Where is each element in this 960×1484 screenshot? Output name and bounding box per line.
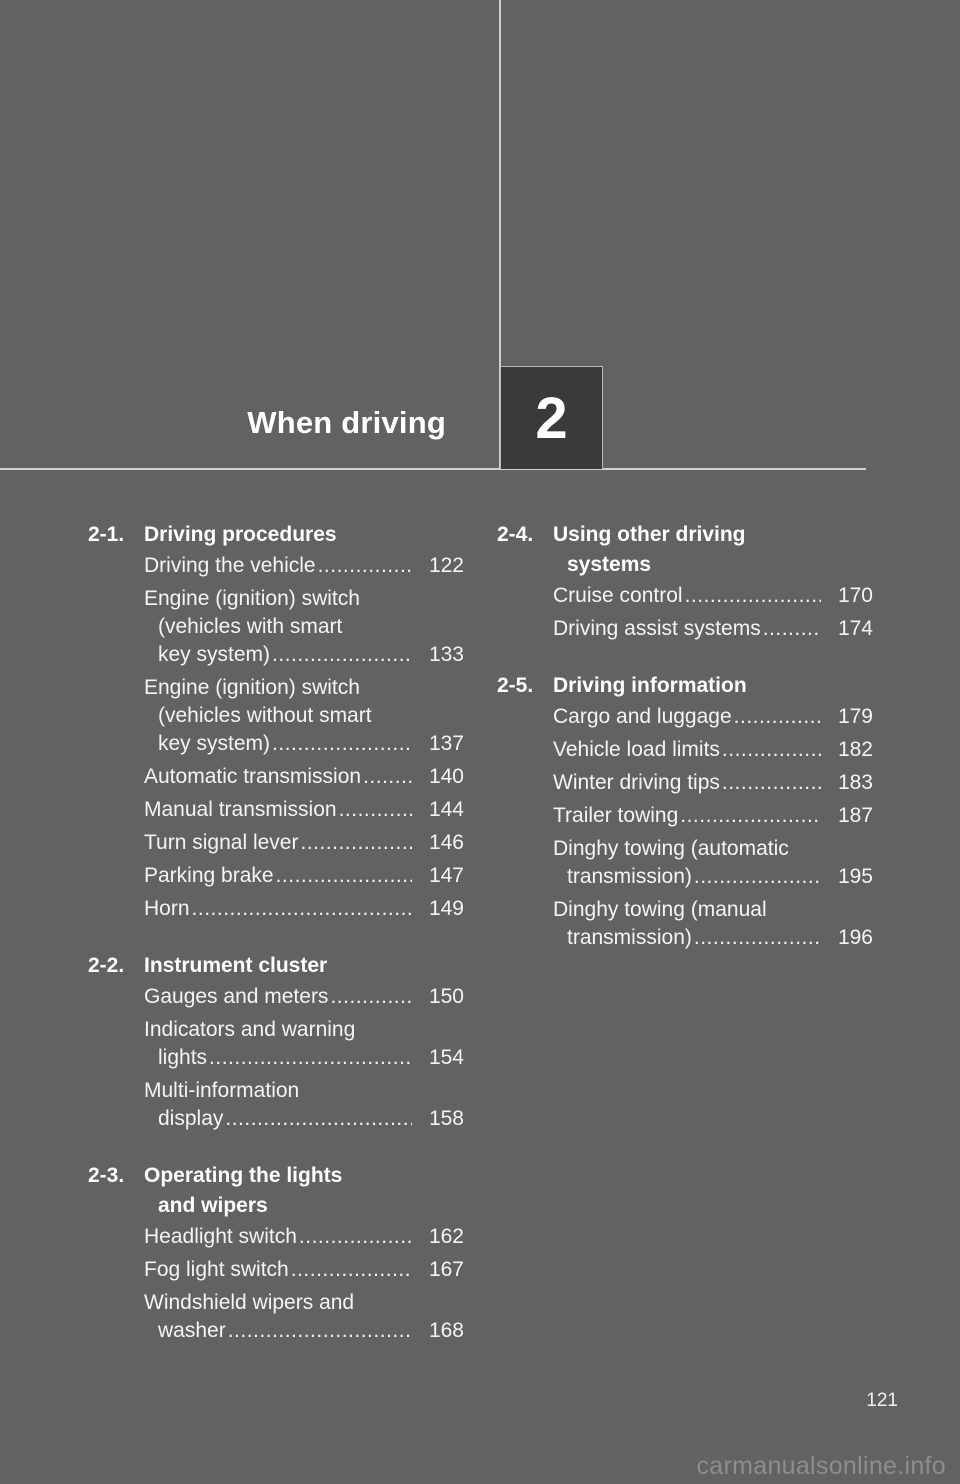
dot-leader [209, 1044, 412, 1072]
section-title-line: Using other driving [553, 523, 746, 546]
entry-last-line [144, 1223, 464, 1251]
toc-section [88, 951, 464, 1133]
toc-entry[interactable] [144, 763, 464, 791]
entry-page-number: 137 [428, 732, 464, 755]
dot-leader [318, 552, 412, 580]
entry-page-number: 150 [428, 985, 464, 1008]
toc-entry[interactable] [553, 703, 873, 731]
entry-page-number: 179 [837, 705, 873, 728]
entry-last-line [144, 552, 464, 580]
section-number: 2-1. [88, 523, 125, 546]
entry-page-number: 122 [428, 554, 464, 577]
entry-title: Trailer towing [553, 804, 679, 827]
entry-page-number: 140 [428, 765, 464, 788]
entry-title: Automatic transmission [144, 765, 362, 788]
entry-last-line [553, 769, 873, 797]
entry-text-line: (vehicles with smart [158, 615, 343, 638]
header-horizontal-rule [0, 468, 866, 470]
section-heading [88, 520, 464, 550]
toc-entry[interactable] [144, 1256, 464, 1284]
entry-title: Cruise control [553, 584, 683, 607]
toc-entry[interactable] [144, 1289, 464, 1345]
dot-leader [722, 736, 821, 764]
section-heading [88, 951, 464, 981]
entry-text-line: Indicators and warning [144, 1018, 356, 1041]
toc-entry[interactable] [144, 862, 464, 890]
entry-last-line [144, 895, 464, 923]
entry-last-line [553, 615, 873, 643]
section-number: 2-5. [497, 674, 534, 697]
entry-title: Fog light switch [144, 1258, 289, 1281]
entry-last-line [144, 1044, 464, 1072]
dot-leader [763, 615, 821, 643]
entry-title: display [158, 1107, 224, 1130]
toc-entry[interactable] [144, 983, 464, 1011]
dot-leader [694, 924, 821, 952]
entry-page-number: 167 [428, 1258, 464, 1281]
toc-entry[interactable] [144, 829, 464, 857]
toc-entry[interactable] [144, 552, 464, 580]
dot-leader [299, 1223, 412, 1251]
entry-text-line: Engine (ignition) switch [144, 676, 360, 699]
section-title [144, 951, 464, 981]
section-entries [144, 552, 464, 923]
entry-last-line [553, 924, 873, 952]
toc-entry[interactable] [144, 895, 464, 923]
entry-page-number: 149 [428, 897, 464, 920]
section-title [144, 520, 464, 550]
dot-leader [192, 895, 412, 923]
entry-page-number: 146 [428, 831, 464, 854]
section-entries [553, 582, 873, 643]
chapter-title: When driving [247, 405, 446, 440]
section-heading [497, 671, 873, 701]
entry-last-line [144, 763, 464, 791]
dot-leader [339, 796, 412, 824]
entry-title: Turn signal lever [144, 831, 299, 854]
entry-last-line [144, 1105, 464, 1133]
dot-leader [225, 1105, 412, 1133]
entry-page-number: 144 [428, 798, 464, 821]
toc-entry[interactable] [553, 802, 873, 830]
entry-text-line: Windshield wipers and [144, 1291, 355, 1314]
section-title-line: and wipers [158, 1194, 268, 1217]
dot-leader [694, 863, 821, 891]
dot-leader [272, 730, 412, 758]
entry-title: Parking brake [144, 864, 274, 887]
section-heading [497, 520, 873, 580]
entry-page-number: 196 [837, 926, 873, 949]
entry-last-line [144, 796, 464, 824]
dot-leader [734, 703, 821, 731]
toc-entry[interactable] [144, 674, 464, 758]
entry-text-line: Dinghy towing (manual [553, 898, 767, 921]
section-title [553, 520, 873, 580]
toc-section [497, 671, 873, 952]
entry-last-line [553, 703, 873, 731]
toc-entry[interactable] [553, 896, 873, 952]
entry-last-line [553, 582, 873, 610]
toc-entry[interactable] [144, 1223, 464, 1251]
entry-title: Gauges and meters [144, 985, 329, 1008]
section-entries [144, 983, 464, 1133]
entry-title: washer [158, 1319, 226, 1342]
toc-entry[interactable] [144, 1016, 464, 1072]
entry-page-number: 133 [428, 643, 464, 666]
dot-leader [722, 769, 821, 797]
entry-title: Winter driving tips [553, 771, 720, 794]
toc-entry[interactable] [553, 769, 873, 797]
watermark: carmanualsonline.info [696, 1452, 946, 1480]
entry-last-line [144, 862, 464, 890]
entry-last-line [144, 1317, 464, 1345]
entry-title: Horn [144, 897, 190, 920]
entry-title: transmission) [567, 865, 692, 888]
entry-title: Driving assist systems [553, 617, 761, 640]
entry-last-line [553, 736, 873, 764]
entry-title: Cargo and luggage [553, 705, 732, 728]
entry-page-number: 168 [428, 1319, 464, 1342]
entry-title: key system) [158, 732, 271, 755]
toc-entry[interactable] [553, 615, 873, 643]
toc-entry[interactable] [553, 835, 873, 891]
toc-entry[interactable] [553, 582, 873, 610]
section-title-line: Driving procedures [144, 523, 337, 546]
toc-section [88, 520, 464, 923]
entry-last-line [144, 829, 464, 857]
section-title [144, 1161, 464, 1221]
dot-leader [272, 641, 412, 669]
toc-left-column [88, 520, 464, 1373]
section-number: 2-3. [88, 1164, 125, 1187]
section-title-line: Operating the lights [144, 1164, 343, 1187]
toc-right-column [497, 520, 873, 980]
entry-last-line [144, 1256, 464, 1284]
entry-page-number: 174 [837, 617, 873, 640]
entry-text-line: Multi-information [144, 1079, 300, 1102]
entry-page-number: 147 [428, 864, 464, 887]
entry-text-line: (vehicles without smart [158, 704, 372, 727]
toc-section [88, 1161, 464, 1345]
dot-leader [363, 763, 412, 791]
page-number: 121 [866, 1390, 898, 1411]
toc-section [497, 520, 873, 643]
toc-entry[interactable] [144, 796, 464, 824]
entry-text-line: Engine (ignition) switch [144, 587, 360, 610]
entry-last-line [553, 863, 873, 891]
entry-page-number: 154 [428, 1046, 464, 1069]
entry-page-number: 158 [428, 1107, 464, 1130]
entry-last-line [144, 730, 464, 758]
entry-title: transmission) [567, 926, 692, 949]
entry-page-number: 170 [837, 584, 873, 607]
chapter-number-tab [500, 366, 603, 469]
entry-title: Driving the vehicle [144, 554, 316, 577]
toc-entry[interactable] [144, 1077, 464, 1133]
dot-leader [276, 862, 412, 890]
dot-leader [300, 829, 412, 857]
entry-title: Headlight switch [144, 1225, 297, 1248]
entry-title: lights [158, 1046, 208, 1069]
section-entries [553, 703, 873, 952]
section-title [553, 671, 873, 701]
chapter-number: 2 [535, 385, 568, 451]
dot-leader [330, 983, 412, 1011]
entry-page-number: 183 [837, 771, 873, 794]
entry-title: key system) [158, 643, 271, 666]
section-title-line: Instrument cluster [144, 954, 328, 977]
entry-page-number: 162 [428, 1225, 464, 1248]
entry-last-line [144, 983, 464, 1011]
entry-last-line [553, 802, 873, 830]
entry-title: Manual transmission [144, 798, 337, 821]
section-entries [144, 1223, 464, 1345]
section-heading [88, 1161, 464, 1221]
dot-leader [291, 1256, 412, 1284]
toc-entry[interactable] [144, 585, 464, 669]
dot-leader [685, 582, 821, 610]
section-title-line: Driving information [553, 674, 747, 697]
entry-text-line: Dinghy towing (automatic [553, 837, 789, 860]
entry-title: Vehicle load limits [553, 738, 720, 761]
entry-page-number: 187 [837, 804, 873, 827]
entry-page-number: 195 [837, 865, 873, 888]
entry-page-number: 182 [837, 738, 873, 761]
entry-last-line [144, 641, 464, 669]
section-title-line: systems [567, 553, 652, 576]
section-number: 2-4. [497, 523, 534, 546]
toc-entry[interactable] [553, 736, 873, 764]
dot-leader [680, 802, 821, 830]
section-number: 2-2. [88, 954, 125, 977]
dot-leader [228, 1317, 412, 1345]
